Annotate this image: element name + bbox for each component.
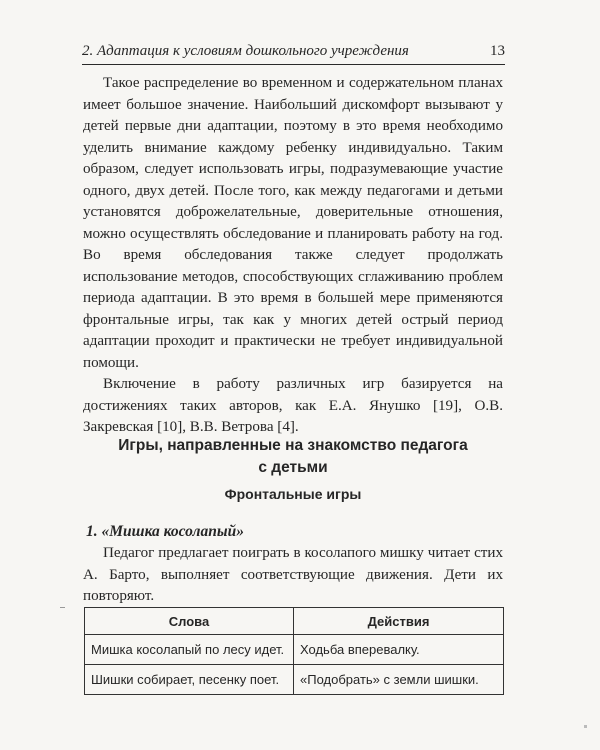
margin-mark	[60, 607, 65, 608]
paragraph: Педагог предлагает поиграть в косолапого мишку читает стих А. Барто, выполняет соответствующие движения. Дети их повторяют.	[83, 545, 503, 604]
header-rule	[82, 64, 505, 65]
table-cell: «Подобрать» с земли шишки.	[294, 665, 504, 695]
column-header: Действия	[294, 608, 504, 635]
table-header-row	[85, 608, 504, 635]
page-number: 13	[490, 43, 505, 59]
game-number: 1.	[86, 523, 98, 540]
table-cell: Мишка косолапый по лесу идет.	[85, 635, 294, 665]
game-heading	[86, 523, 244, 541]
column-header: Слова	[85, 608, 294, 635]
paragraph: Такое распределение во временном и содержательном планах имеет большое значение. Наибольший дискомфорт вызывают у детей первые дни адаптации, поэтому в это время необходимо уделить внимание каждому ребенку индивидуально. Таким образом, следует использовать игры, подразумевающие участие одного, двух детей. После того, как между педагогами и детьми установятся доброжелательные, доверительные отношения, можно осуществлять обследование и планировать работу на год. Во время обследования также следует продолжать использование методов, способствующих сглаживанию проблем периода адаптации. В это время в большей мере применяются фронтальные игры, так как у многих детей острый период адаптации проходит и практически не требует индивидуальной помощи.	[83, 75, 503, 371]
running-head	[82, 43, 505, 60]
running-head-title: 2. Адаптация к условиям дошкольного учреждения	[82, 43, 409, 59]
words-actions-table	[84, 607, 504, 695]
body-text	[83, 73, 503, 439]
section-title-line: с детьми	[258, 459, 328, 476]
table-cell: Шишки собирает, песенку поет.	[85, 665, 294, 695]
table-row	[85, 635, 504, 665]
subsection-title: Фронтальные игры	[224, 486, 362, 502]
paragraph: Включение в работу различных игр базируется на достижениях таких авторов, как Е.А. Янушко [19], О.В. Закревская [10], В.В. Ветрова [4].	[83, 376, 503, 435]
section-title	[83, 435, 503, 479]
table-cell: Ходьба вперевалку.	[294, 635, 504, 665]
game-description	[83, 543, 503, 608]
section-title-line: Игры, направленные на знакомство педагога	[118, 437, 468, 454]
game-title: «Мишка косолапый»	[101, 523, 244, 540]
margin-mark	[584, 725, 587, 728]
table-row	[85, 665, 504, 695]
